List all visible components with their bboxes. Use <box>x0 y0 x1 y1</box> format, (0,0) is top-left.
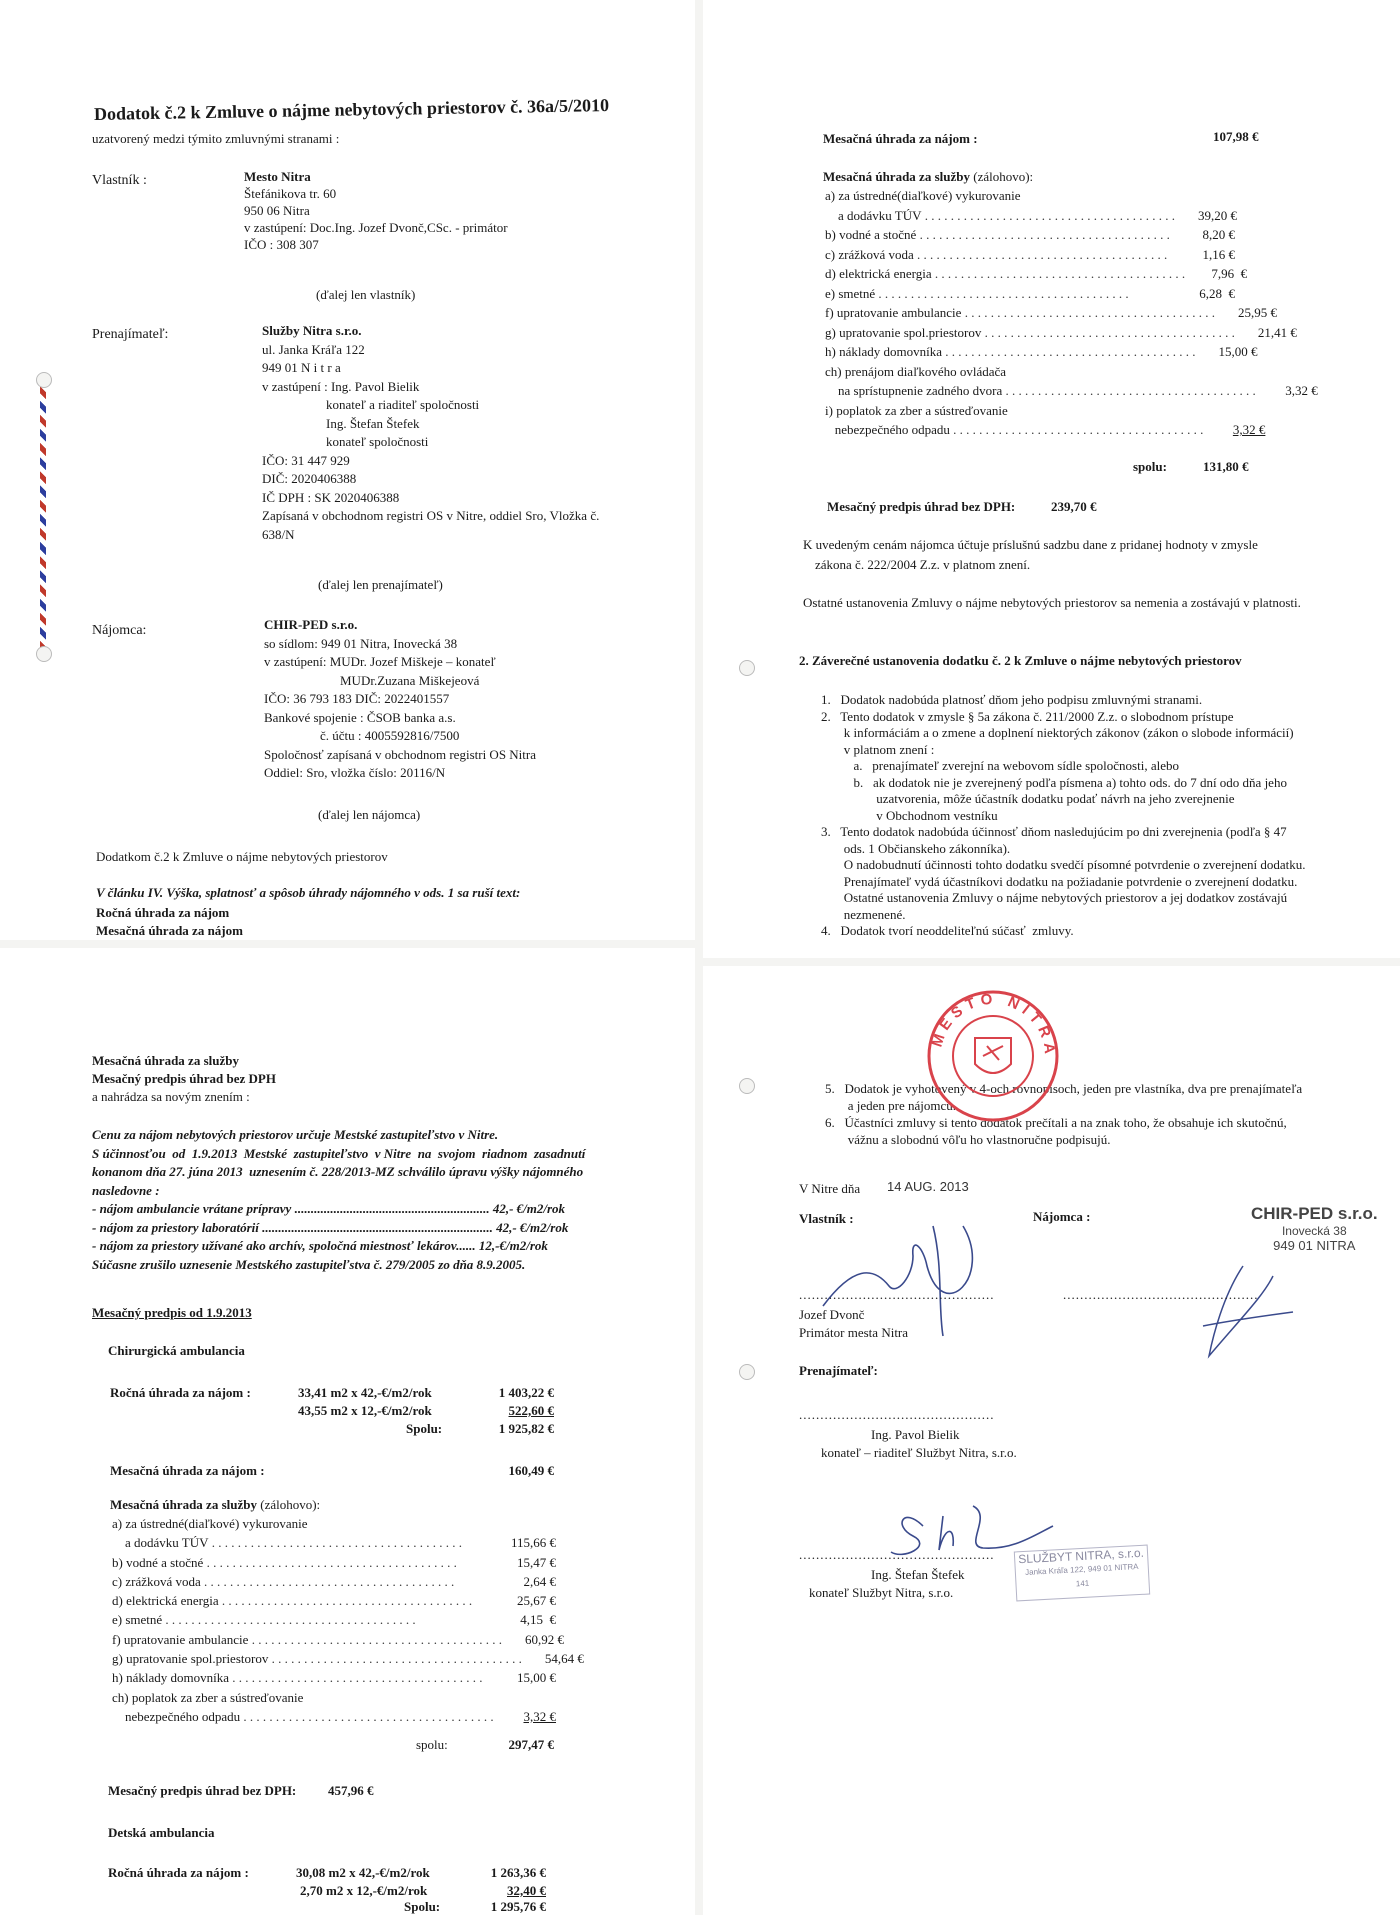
decision-line: S účinnosťou od 1.9.2013 Mestské zastupiteľstvo v Nitre na svojom riadnom zasadnutí <box>92 1145 586 1161</box>
service-row: f) upratovanie ambulancie . . . . . . . . . . . . . . . . . . . . . . . . . . . . . . . . . . . . . . . 60,92 € <box>112 1630 556 1649</box>
closing-item: 5. Dodatok je vyhotovený v 4-och rovnopisoch, jeden pre vlastníka, dva pre prenajímateľa <box>825 1081 1303 1096</box>
service-label: nebezpečného odpadu <box>112 1708 241 1724</box>
tenant-label: Nájomca: <box>92 623 147 638</box>
closing-item: 6. Účastníci zmluvy si tento dodatok prečítali a na znak toho, že obsahuje ich skutočnú, <box>825 1115 1287 1130</box>
closing-item: 2. Tento dodatok v zmysle § 5a zákona č. 211/2000 Z.z. o slobodnom prístupe <box>821 708 1234 724</box>
monthly-label: Mesačný predpis úhrad bez DPH: <box>827 499 1016 514</box>
service-row: na sprístupnenie zadného dvora . . . . . . . . . . . . . . . . . . . . . . . . . . . . . . . . . . . . . . . 3,32 € <box>825 381 1235 401</box>
article-line: V článku IV. Výška, splatnosť a spôsob úhrady nájomného v ods. 1 sa ruší text: <box>96 885 521 900</box>
tenant-note: (ďalej len nájomca) <box>318 807 421 822</box>
service-label: c) zrážková voda <box>112 1573 201 1589</box>
tenant-signature <box>1183 1256 1303 1366</box>
service-value: 60,92 € <box>524 1631 564 1647</box>
service-row <box>825 186 1235 206</box>
service-label: e) smetné <box>112 1612 163 1628</box>
document-title: Dodatok č.2 k Zmluve o nájme nebytových priestorov č. 36a/5/2010 <box>93 95 610 124</box>
service-value: 15,00 € <box>517 1670 556 1686</box>
lessor-label: Prenajímateľ: <box>92 327 169 342</box>
service-value: 8,20 € <box>1202 227 1235 242</box>
child-calc-2: 2,70 m2 x 12,-€/m2/rok <box>300 1883 428 1898</box>
service-row: d) elektrická energia . . . . . . . . . . . . . . . . . . . . . . . . . . . . . . . . . . . . . . . 25,67 € <box>112 1591 556 1610</box>
service-label: a) za ústredné(diaľkové) vykurovanie <box>825 188 1021 203</box>
services-total-value: 297,47 € <box>508 1737 554 1752</box>
closing-item: v Obchodnom vestníku <box>821 807 998 823</box>
lessor-label: Prenajímateľ: <box>799 1363 878 1378</box>
service-row: b) vodné a stočné . . . . . . . . . . . . . . . . . . . . . . . . . . . . . . . . . . . . . . . 15,47 € <box>112 1553 556 1572</box>
service-row: g) upratovanie spol.priestorov . . . . . . . . . . . . . . . . . . . . . . . . . . . . . . . . . . . . . . . 21,41 € <box>825 323 1235 343</box>
page-2 <box>703 0 1400 958</box>
child-title: Detská ambulancia <box>108 1825 215 1840</box>
service-row: h) náklady domovníka . . . . . . . . . . . . . . . . . . . . . . . . . . . . . . . . . . . . . . . 15,00 € <box>112 1668 556 1687</box>
decision-line: - nájom za priestory užívané ako archív, spoločná miestnosť lekárov...... 12,-€/m2/rok <box>92 1238 548 1253</box>
punch-hole <box>36 646 52 662</box>
service-row: c) zrážková voda . . . . . . . . . . . . . . . . . . . . . . . . . . . . . . . . . . . . . . . 2,64 € <box>112 1572 556 1591</box>
service-label: d) elektrická energia <box>825 266 932 281</box>
decision-line: konanom dňa 27. júna 2013 uznesením č. 228/2013-MZ schválilo úpravu výšky nájomného <box>92 1164 584 1179</box>
closing-item: k informáciám a o zmene a doplnení niektorých zákonov (zákon o slobode informácií) <box>821 725 1294 740</box>
service-row <box>825 401 1235 421</box>
service-value: 25,67 € <box>517 1593 556 1609</box>
services-total-label: spolu: <box>416 1737 448 1752</box>
service-row <box>825 362 1235 382</box>
predpis-line: Mesačný predpis úhrad bez DPH <box>92 1071 276 1086</box>
decision-line: - nájom ambulancie vrátane prípravy ............................................................ 42,- €/m2/rok <box>92 1201 566 1216</box>
closing-item: 1. Dodatok nadobúda platnosť dňom jeho podpisu zmluvnými stranami. <box>821 692 1203 707</box>
seal-text: MESTO NITRA <box>928 990 1059 1060</box>
services-total-value: 131,80 € <box>1203 459 1249 474</box>
closing-item: b. ak dodatok nie je zverejnený podľa písmena a) tohto ods. do 7 dní odo dňa jeho <box>821 774 1287 790</box>
tenant-sign-line: .............................................. <box>1063 1287 1259 1302</box>
service-label: ch) poplatok za zber a sústreďovanie <box>112 1689 304 1705</box>
child-value-1: 1 263,36 € <box>490 1865 546 1880</box>
tenant-company-stamp: CHIR-PED s.r.o. Inovecká 38 949 01 NITRA <box>1251 1204 1378 1253</box>
service-label: b) vodné a stočné <box>825 227 917 242</box>
closing-items <box>821 692 1306 940</box>
chir-total: 1 925,82 € <box>498 1421 554 1436</box>
service-label: h) náklady domovníka <box>112 1670 229 1686</box>
lessor-name-2: Ing. Štefan Štefek <box>871 1567 965 1582</box>
service-value: 25,95 € <box>1237 305 1277 320</box>
page-4 <box>703 966 1400 1915</box>
service-value <box>1173 186 1235 206</box>
service-row: nebezpečného odpadu . . . . . . . . . . . . . . . . . . . . . . . . . . . . . . . . . . . . . . . 3,32 € <box>825 420 1235 440</box>
child-annual-label: Ročná úhrada za nájom : <box>108 1865 249 1880</box>
services-title: Mesačná úhrada za služby (zálohovo): <box>110 1497 321 1512</box>
decision-line: nasledovne : <box>92 1182 160 1198</box>
decision-line: Cenu za nájom nebytových priestorov určuje Mestské zastupiteľstvo v Nitre. <box>92 1127 499 1142</box>
owner-label: Vlastník : <box>92 173 147 188</box>
service-row: a dodávku TÚV . . . . . . . . . . . . . . . . . . . . . . . . . . . . . . . . . . . . . . . 115,66 € <box>112 1533 556 1552</box>
service-row <box>112 1688 556 1707</box>
owner-signature <box>793 1066 1033 1346</box>
lessor-sign-line-2: .............................................. <box>799 1547 995 1562</box>
vat-text-2: zákona č. 222/2004 Z.z. v platnom znení. <box>815 557 1031 572</box>
service-row: g) upratovanie spol.priestorov . . . . . . . . . . . . . . . . . . . . . . . . . . . . . . . . . . . . . . . 54,64 € <box>112 1649 556 1668</box>
service-label: f) upratovanie ambulancie <box>825 305 962 320</box>
service-value: 54,64 € <box>544 1651 584 1667</box>
lessor-block: Služby Nitra s.r.o. ul. Janka Kráľa 122 949 01 N i t r a v zastúpení : Ing. Pavol Bielik konateľ a riaditeľ spoločnosti Ing. Štefan Štefek konateľ spoločnosti IČO: 31 447 929 DIČ: 2020406388 IČ DPH : SK 2020406388 Zapísaná v obchodnom registri OS v Nitre, oddiel Sro, Vložka č. 638/N <box>262 323 600 542</box>
monthly-value: 457,96 € <box>328 1783 374 1798</box>
service-label: na sprístupnenie zadného dvora <box>825 383 1003 398</box>
services-list <box>112 1514 584 1726</box>
service-value: 4,15 € <box>520 1612 556 1628</box>
service-value: 3,32 € <box>1285 383 1318 398</box>
vat-text: K uvedeným cenám nájomca účtuje príslušnú sadzbu dane z pridanej hodnoty v zmysle <box>803 537 1258 552</box>
lessor-title-1: konateľ – riaditeľ Službyt Nitra, s.r.o. <box>821 1445 1017 1460</box>
place-label: V Nitre dňa <box>799 1181 861 1196</box>
document-subtitle: uzatvorený medzi týmito zmluvnými stranami : <box>92 131 340 146</box>
service-row: f) upratovanie ambulancie . . . . . . . . . . . . . . . . . . . . . . . . . . . . . . . . . . . . . . . 25,95 € <box>825 303 1235 323</box>
annual-rent-line: Ročná úhrada za nájom <box>96 905 230 920</box>
child-value-2: 32,40 € <box>507 1883 546 1898</box>
binding-cord <box>40 380 46 648</box>
chir-spolu-label: Spolu: <box>406 1421 443 1436</box>
service-value: 115,66 € <box>510 1535 556 1551</box>
service-value: 39,20 € <box>1198 207 1238 223</box>
service-label: a) za ústredné(diaľkové) vykurovanie <box>112 1516 308 1531</box>
service-value <box>1173 401 1235 421</box>
lessor-name-1: Ing. Pavol Bielik <box>871 1427 960 1442</box>
service-value: 3,32 € <box>1232 422 1266 437</box>
service-value: 2,64 € <box>523 1573 556 1589</box>
page-3 <box>0 948 695 1915</box>
punch-hole <box>739 660 755 676</box>
lessor-note: (ďalej len prenajímateľ) <box>318 577 443 592</box>
service-value: 3,32 € <box>523 1708 556 1724</box>
service-label: b) vodné a stočné <box>112 1554 204 1570</box>
chir-calc-1: 33,41 m2 x 42,-€/m2/rok <box>298 1385 432 1400</box>
tenant-label: Nájomca : <box>1033 1209 1091 1224</box>
service-label: ch) prenájom diaľkového ovládača <box>825 363 1007 379</box>
closing-item: a. prenajímateľ zverejní na webovom sídle spoločnosti, alebo <box>821 758 1179 773</box>
service-row: e) smetné . . . . . . . . . . . . . . . . . . . . . . . . . . . . . . . . . . . . . . . 6,28 € <box>825 284 1235 304</box>
service-label: i) poplatok za zber a sústreďovanie <box>825 402 1008 418</box>
services-title: Mesačná úhrada za služby (zálohovo): <box>823 169 1034 184</box>
service-label: h) náklady domovníka <box>825 344 942 359</box>
service-label: d) elektrická energia <box>112 1593 219 1609</box>
chir-value-2: 522,60 € <box>508 1403 554 1418</box>
lessor-title-2: konateľ Službyt Nitra, s.r.o. <box>809 1585 954 1600</box>
owner-block: Mesto Nitra Štefánikova tr. 60 950 06 Nitra v zastúpení: Doc.Ing. Jozef Dvonč,CSc. - primátor IČO : 308 307 <box>244 169 508 252</box>
tenant-block: CHIR-PED s.r.o. so sídlom: 949 01 Nitra, Inovecká 38 v zastúpení: MUDr. Jozef Miškeje – konateľ MUDr.Zuzana Miškejeová IČO: 36 793 183 DIČ: 2022401557 Bankové spojenie : ČSOB banka a.s. č. účtu : 4005592816/7500 Spoločnosť zapísaná v obchodnom registri OS Nitra Oddiel: Sro, vložka číslo: 20116/N <box>264 617 537 780</box>
services-list <box>825 186 1318 440</box>
service-row: nebezpečného odpadu . . . . . . . . . . . . . . . . . . . . . . . . . . . . . . . . . . . . . . . 3,32 € <box>112 1707 556 1726</box>
service-row <box>112 1514 556 1533</box>
service-row: a dodávku TÚV . . . . . . . . . . . . . . . . . . . . . . . . . . . . . . . . . . . . . . . 39,20 € <box>825 206 1235 226</box>
service-label: f) upratovanie ambulancie <box>112 1631 249 1647</box>
decision-line: Súčasne zrušilo uznesenie Mestského zastupiteľstva č. 279/2005 zo dňa 8.9.2005. <box>92 1256 526 1272</box>
service-value <box>1173 362 1235 382</box>
owner-name: Jozef Dvonč <box>799 1307 865 1322</box>
lessor-sign-line-1: .............................................. <box>799 1407 995 1422</box>
chir-calc-2: 43,55 m2 x 12,-€/m2/rok <box>298 1403 432 1418</box>
other-text: Ostatné ustanovenia Zmluvy o nájme nebytových priestorov sa nemenia a zostávajú v platnosti. <box>803 595 1301 610</box>
date-stamp: 14 AUG. 2013 <box>887 1179 969 1194</box>
addendum-line: Dodatkom č.2 k Zmluve o nájme nebytových priestorov <box>96 849 388 864</box>
decision-line: - nájom za priestory laboratórií ....................................................................... 42,- €/m2/rok <box>92 1219 569 1235</box>
service-label: g) upratovanie spol.priestorov <box>112 1651 269 1667</box>
service-row: e) smetné . . . . . . . . . . . . . . . . . . . . . . . . . . . . . . . . . . . . . . . 4,15 € <box>112 1610 556 1629</box>
owner-sign-line: .............................................. <box>799 1287 995 1302</box>
service-label: e) smetné <box>825 285 876 301</box>
service-value: 6,28 € <box>1199 285 1235 301</box>
chir-title: Chirurgická ambulancia <box>108 1343 245 1358</box>
services-total-label: spolu: <box>1133 459 1167 474</box>
closing-item: 4. Dodatok tvorí neoddeliteľnú súčasť zmluvy. <box>821 923 1074 938</box>
service-row: b) vodné a stočné . . . . . . . . . . . . . . . . . . . . . . . . . . . . . . . . . . . . . . . 8,20 € <box>825 225 1235 245</box>
child-total: 1 295,76 € <box>490 1899 546 1914</box>
annual-label: Ročná úhrada za nájom : <box>110 1385 251 1400</box>
service-label: a dodávku TÚV <box>112 1535 209 1551</box>
owner-note: (ďalej len vlastník) <box>316 287 416 302</box>
service-value: 15,47 € <box>517 1554 556 1570</box>
monthly-label: Mesačný predpis úhrad bez DPH: <box>108 1783 297 1798</box>
section-title: 2. Záverečné ustanovenia dodatku č. 2 k Zmluve o nájme nebytových priestorov <box>799 653 1242 668</box>
child-calc-1: 30,08 m2 x 42,-€/m2/rok <box>296 1865 430 1880</box>
monthly-rent-line: Mesačná úhrada za nájom <box>96 923 243 938</box>
lessor-company-stamp: SLUŽBYT NITRA, s.r.o. Janka Kráľa 122, 949 01 NITRA 141 <box>1014 1545 1150 1602</box>
service-row: d) elektrická energia . . . . . . . . . . . . . . . . . . . . . . . . . . . . . . . . . . . . . . . 7,96 € <box>825 264 1235 284</box>
service-value: 7,96 € <box>1211 266 1248 281</box>
closing-item: ods. 1 Občianskeho zákonníka). <box>821 840 1011 856</box>
service-value: 15,00 € <box>1218 344 1258 359</box>
closing-item: nezmenené. <box>821 906 906 922</box>
child-spolu-label: Spolu: <box>404 1899 441 1914</box>
closing-item: O nadobudnutí účinnosti tohto dodatku svedčí písomné potvrdenie o zverejnení dodatku. <box>821 857 1306 872</box>
closing-item: 3. Tento dodatok nadobúda účinnosť dňom nasledujúcim po dni zverejnenia (podľa § 47 <box>821 824 1287 839</box>
service-label: a dodávku TÚV <box>825 207 922 223</box>
chir-value-1: 1 403,22 € <box>498 1385 554 1400</box>
service-row: h) náklady domovníka . . . . . . . . . . . . . . . . . . . . . . . . . . . . . . . . . . . . . . . 15,00 € <box>825 342 1235 362</box>
service-value <box>494 1514 556 1533</box>
service-value: 1,16 € <box>1202 246 1235 262</box>
rent-label: Mesačná úhrada za nájom : <box>823 131 978 146</box>
owner-label: Vlastník : <box>799 1211 854 1226</box>
punch-hole <box>739 1078 755 1094</box>
monthly-value: 239,70 € <box>1051 499 1097 514</box>
punch-hole <box>739 1364 755 1380</box>
monthly-rent-label: Mesačná úhrada za nájom : <box>110 1463 265 1478</box>
closing-item: uzatvorenia, môže účastník dodatku podať návrh na jeho zverejnenie <box>821 791 1235 806</box>
predpis-title: Mesačný predpis od 1.9.2013 <box>92 1305 252 1320</box>
closing-item: Prenajímateľ vydá účastníkovi dodatku na požiadanie potvrdenie o zverejnení dodatku. <box>821 873 1298 889</box>
page-1 <box>0 0 695 940</box>
closing-item: Ostatné ustanovenia Zmluvy o nájme nebytových priestorov a jej dodatkov zostávajú <box>821 890 1288 905</box>
monthly-rent-value: 160,49 € <box>508 1463 554 1478</box>
service-value: 21,41 € <box>1257 324 1297 340</box>
rent-value: 107,98 € <box>1213 129 1259 144</box>
punch-hole <box>36 372 52 388</box>
owner-title: Primátor mesta Nitra <box>799 1325 909 1340</box>
service-value <box>494 1688 556 1707</box>
closing-item: v platnom znení : <box>821 741 935 757</box>
service-row: c) zrážková voda . . . . . . . . . . . . . . . . . . . . . . . . . . . . . . . . . . . . . . . 1,16 € <box>825 245 1235 265</box>
council-decision <box>92 1126 585 1274</box>
service-label: nebezpečného odpadu <box>825 422 950 437</box>
closing-item: a jeden pre nájomcu. <box>825 1098 957 1113</box>
closing-item: vážnu a slobodnú vôľu ho vlastnoručne podpisujú. <box>825 1132 1111 1147</box>
service-label: g) upratovanie spol.priestorov <box>825 324 982 340</box>
svg-text:MESTO NITRA <box>929 991 1059 1060</box>
replacement-line: a nahrádza sa novým znením : <box>92 1089 250 1104</box>
service-label: c) zrážková voda <box>825 246 914 262</box>
services-line: Mesačná úhrada za služby <box>92 1053 239 1068</box>
